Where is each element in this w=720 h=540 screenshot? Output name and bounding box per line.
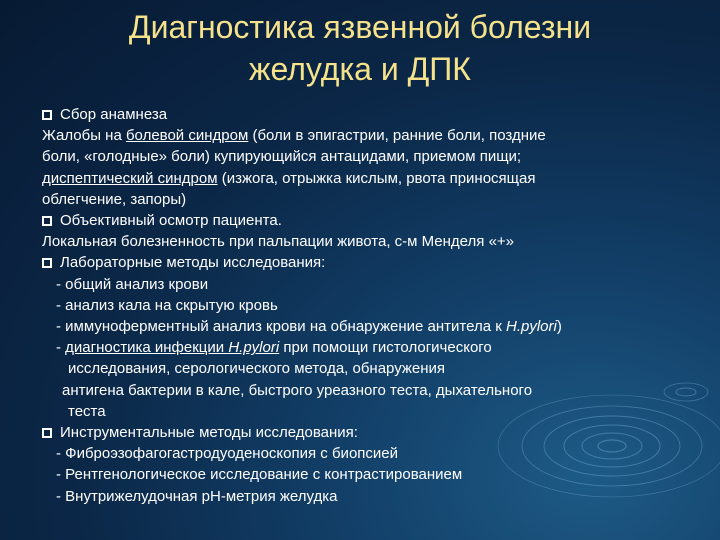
checkbox-bullet-icon xyxy=(42,428,52,438)
checkbox-bullet-icon xyxy=(42,216,52,226)
bullet-item-lab: Лабораторные методы исследования: xyxy=(42,252,682,273)
text-line: облегчение, запоры) xyxy=(42,190,187,208)
slide-title xyxy=(40,6,680,90)
list-item-continuation: теста xyxy=(68,402,106,420)
text-line: диспептический синдром (изжога, отрыжка кислым, рвота приносящая xyxy=(42,169,536,187)
list-item-continuation: исследования, серологического метода, обнаружения xyxy=(68,360,446,378)
text-line: боли, «голодные» боли) купирующийся антацидами, приемом пищи; xyxy=(42,148,522,166)
title-line-1: Диагностика язвенной болезни xyxy=(128,9,592,45)
checkbox-bullet-icon xyxy=(42,110,52,120)
bullet-item-anamnesis: Сбор анамнеза xyxy=(42,104,682,125)
slide-body xyxy=(42,104,682,507)
list-item: - анализ кала на скрытую кровь xyxy=(56,296,278,314)
list-item: - Внутрижелудочная рН-метрия желудка xyxy=(56,487,338,505)
list-item: - диагностика инфекции H.pylori при помощи гистологического xyxy=(56,339,492,357)
text-line: Жалобы на болевой синдром (боли в эпигастрии, ранние боли, поздние xyxy=(42,127,546,145)
bullet-item-exam: Объективный осмотр пациента. xyxy=(42,210,682,231)
text-line: Локальная болезненность при пальпации живота, с-м Менделя «+» xyxy=(42,233,515,251)
bullet-item-instrumental: Инструментальные методы исследования: xyxy=(42,422,682,443)
title-line-2: желудка и ДПК xyxy=(249,51,471,87)
list-item-continuation: антигена бактерии в кале, быстрого уреазного теста, дыхательного xyxy=(62,381,533,399)
list-item: - иммуноферментный анализ крови на обнаружение антитела к H.pylori) xyxy=(56,318,562,336)
list-item: - Рентгенологическое исследование с контрастированием xyxy=(56,466,463,484)
checkbox-bullet-icon xyxy=(42,258,52,268)
list-item: - Фиброэзофагогастродуоденоскопия с биопсией xyxy=(56,445,399,463)
list-item: - общий анализ крови xyxy=(56,275,209,293)
